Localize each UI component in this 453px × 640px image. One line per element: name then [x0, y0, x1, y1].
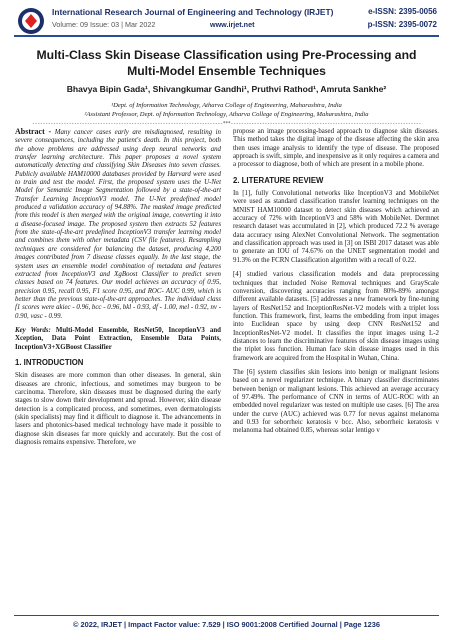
right-column: [233, 128, 439, 442]
footer-divider: [14, 615, 439, 616]
keywords-label: Key Words:: [15, 326, 51, 334]
irjet-logo: [16, 6, 46, 36]
affiliation-2: ²Assistant Professor, Dept. of Information Technology, Atharva College of Engineering, Maharashtra, India: [84, 111, 369, 118]
intro-continued: propose an image processing-based approach to diagnose skin diseases. This method takes the digital image of the disease affecting the skin area then uses image analysis to identify the type of disease. The proposed approach is swift, simple, and inexpensive as it only requires a camera and a processor to diagnose, both of which are present in a mobile phone.: [233, 128, 439, 169]
abstract-text: Many cancer cases early are misdiagnosed, resulting in severe consequences, including the patient's death. In this project, both the above problems are addressed using deep neural networks and transfer learning architecture. This paper proposes a novel system automatically detecting and classifying Skin Diseases into seven classes. Publicly available HAM10000 databases provided by Harvard were used to train and test the model. First, the proposed system uses the U-Net Model for Semantic Image Segmentation followed by a state-of-the-art Transfer Learning InceptionV3 model. The U-Net predefined model produced a validation accuracy of 94.88%. The masked image predicted from this model is then merged with the original image, converting it into a disease-focused image. The proposed system then extracts 52 features from the state-of-the-art predefined InceptionV3 transfer learning model and combines them with other metadata (CSV file features). Resampling techniques are considered for balancing the dataset, producing 4,200 images contributed from 7 disease classes equally. In the last stage, the system uses an ensemble model combination of metadata and features extracted from InceptionV3 and XgBoost Classifier to predict seven classes based on 74 features. Our model achieves an accuracy of 0.95, precision 0.95, recall 0.95, F1 score 0.95, and ROC- AUC 0.99, which is better than the previous state-of-the-art approaches. The individual class f1 scores were akiec - 0.96, bcc - 0.96, bkl - 0.93, df - 1.00, mel - 0.92, nv - 0.90, vasc - 0.99.: [15, 129, 222, 320]
lit-review-paragraph-2: [4] studied various classification models and data preprocessing techniques that included Noise Removal techniques and GrayScale conversion, discovering accuracies ranging from 80%-89% amongst different available datasets. [5] addresses a new framework by fine-tuning layers of ResNet152 and InceptionResNet-V2 models with a triplet loss function. This framework, first, learns the embedding from input images into Euclidean space by using deep CNN ResNet152 and InceptionResNet-V2 model. It classifies the input images using L-2 distances to learn the discriminative features of skin disease images using the triplet loss function. Human face skin disease images used in this framework are acquired from the Hospital in Wuhan, China.: [233, 271, 439, 362]
affiliation-1: ¹Dept. of Information Technology, Atharva College of Engineering, Maharashtra, India: [111, 102, 342, 109]
abstract: [15, 128, 221, 321]
page-footer: © 2022, IRJET | Impact Factor value: 7.529 | ISO 9001:2008 Certified Journal | Page 1236: [72, 620, 380, 629]
journal-header: [0, 0, 453, 46]
section-heading-introduction: 1. INTRODUCTION: [15, 357, 84, 367]
eissn: e-ISSN: 2395-0056: [368, 7, 437, 16]
volume-issue: Volume: 09 Issue: 03 | Mar 2022: [52, 20, 156, 29]
author-list: Bhavya Bipin Gada¹, Shivangkumar Gandhi¹, Pruthvi Rathod¹, Amruta Sankhe²: [66, 84, 387, 94]
abstract-label: Abstract -: [15, 127, 52, 136]
paper-title: Multi-Class Skin Disease Classification using Pre-Processing and Multi-Model Ensemble Techniques: [36, 48, 417, 78]
introduction-text: Skin diseases are more common than other diseases. In general, skin diseases are chronic, infectious, and sometimes may burgeon to be carcinoma. Therefore, skin diseases must be diagnosed during the early stages to slow down their development and spread. However, skin disease detection is a complicated process, and sometimes, even dermatologists (skin specialists) may find it difficult to diagnose it. The advancements in lasers and photonics-based medical technology have made it possible to diagnose skin diseases far more quickly and accurately. But the cost of diagnosis remains expensive. Therefore, we: [15, 372, 221, 447]
section-heading-literature-review: 2. LITERATURE REVIEW: [233, 175, 324, 185]
lit-review-paragraph-3: The [6] system classifies skin lesions into benign or malignant lesions based on a novel regularizer technique. A binary classifier discriminates between benign or malignant lesions. This achieved an average accuracy of 97.49%. The performance of CNN in terms of AUC-ROC with an embedded novel regularizer was tested on multiple use cases. [6] The area under the curve (AUC) achieved was 0.77 for nevus against melanoma and 0.93 for seborrheic keratosis v bcc. Also, seborrheic keratosis v melanoma had obtained 0.85, whereas solar lentigo v: [233, 368, 439, 435]
lit-review-paragraph-1: In [1], fully Convolutional networks like InceptionV3 and MobileNet were used as standard classification transfer learning techniques on the MNIST HAM10000 dataset to detect skin diseases which achieved an accuracy of 72% with InceptionV3 and 58% with MobileNet. Dermnet research dataset was accumulated in [2], which produced 72.2 % average data accuracy using AlexNet Convolutional Network. The segmentation and classification approach was used in [3] on ISBI 2017 dataset was able to generate an IOU of 74.67% on the UNET segmentation model and 91.3% on the FCRN Classification algorithm with a recall of 0.22.: [233, 190, 439, 264]
section-separator: -------------------------------------------------------------------------***-------------------------------------------------------------------------: [32, 121, 421, 127]
pissn: p-ISSN: 2395-0072: [367, 20, 437, 29]
left-column: [15, 128, 221, 453]
journal-url[interactable]: www.irjet.net: [210, 20, 255, 29]
journal-name: International Research Journal of Engineering and Technology (IRJET): [52, 7, 334, 17]
header-divider: [14, 35, 439, 37]
keywords: [15, 327, 221, 352]
keywords-text: Multi-Model Ensemble, ResNet50, InceptionV3 and Xception, Data Point Extraction, Ensemble Data Points, InceptionV3+XGBoost Classifier: [15, 326, 221, 351]
